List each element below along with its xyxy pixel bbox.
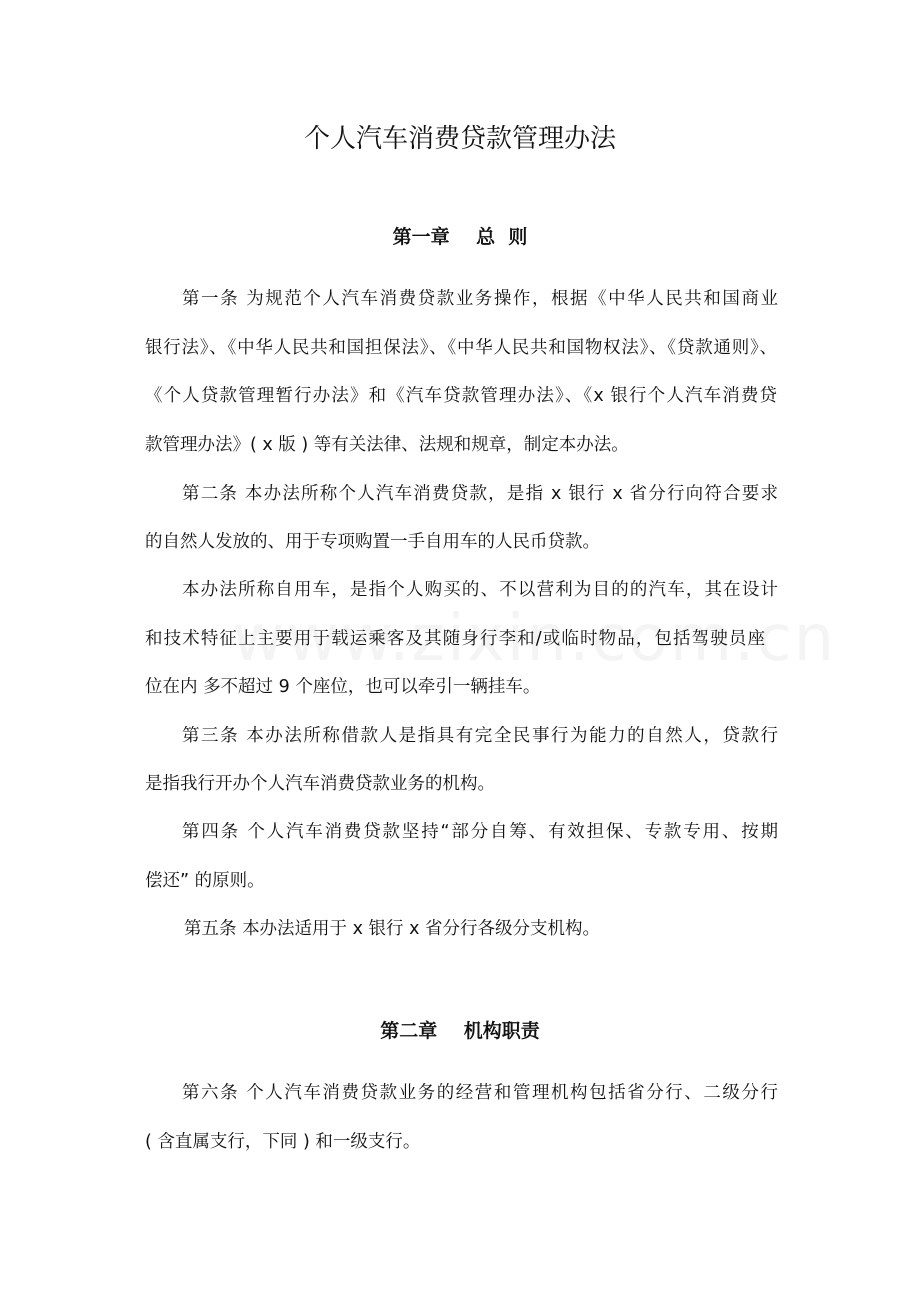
article-2-para-2-line-1: 本办法所称自用车，是指个人购买的、不以营利为目的的汽车，其在设计 bbox=[182, 580, 778, 600]
chapter-2-heading: 第二章 机构职责 bbox=[380, 1020, 540, 1042]
document-title: 个人汽车消费贷款管理办法 bbox=[303, 124, 616, 154]
article-2-para-2-line-3: 位在内 多不超过 9 个座位，也可以牵引一辆挂车。 bbox=[145, 677, 541, 697]
article-5-line-1: 第五条 本办法适用于 x 银行 x 省分行各级分支机构。 bbox=[184, 919, 601, 939]
article-2-line-1: 第二条 本办法所称个人汽车消费贷款，是指 x 银行 x 省分行向符合要求 bbox=[182, 484, 778, 504]
article-1-line-4: 款管理办法》( x 版 ) 等有关法律、法规和规章，制定本办法。 bbox=[145, 435, 629, 455]
article-2-para-2-line-2: 和技术特征上主要用于载运乘客及其随身行李和/或临时物品，包括驾驶员座 bbox=[145, 629, 765, 649]
article-2-line-2: 的自然人发放的、用于专项购置一手自用车的人民币贷款。 bbox=[145, 532, 600, 552]
article-1-line-1: 第一条 为规范个人汽车消费贷款业务操作，根据《中华人民共和国商业 bbox=[182, 289, 778, 309]
chapter-1-heading: 第一章 总 则 bbox=[392, 226, 528, 248]
article-3-line-2: 是指我行开办个人汽车消费贷款业务的机构。 bbox=[145, 774, 495, 794]
article-6-line-1: 第六条 个人汽车消费贷款业务的经营和管理机构包括省分行、二级分行 bbox=[182, 1083, 778, 1103]
article-1-line-3: 《个人贷款管理暂行办法》和《汽车贷款管理办法》、《x 银行个人汽车消费贷 bbox=[145, 386, 777, 406]
article-4-line-1: 第四条 个人汽车消费贷款坚持“部分自筹、有效担保、专款专用、按期 bbox=[182, 822, 778, 842]
article-4-line-2: 偿还” 的原则。 bbox=[145, 871, 265, 891]
article-3-line-1: 第三条 本办法所称借款人是指具有完全民事行为能力的自然人，贷款行 bbox=[182, 726, 778, 746]
article-6-line-2: ( 含直属支行，下同 ) 和一级支行。 bbox=[145, 1132, 421, 1152]
article-1-line-2: 银行法》、《中华人民共和国担保法》、《中华人民共和国物权法》、《贷款通则》、 bbox=[145, 338, 777, 358]
